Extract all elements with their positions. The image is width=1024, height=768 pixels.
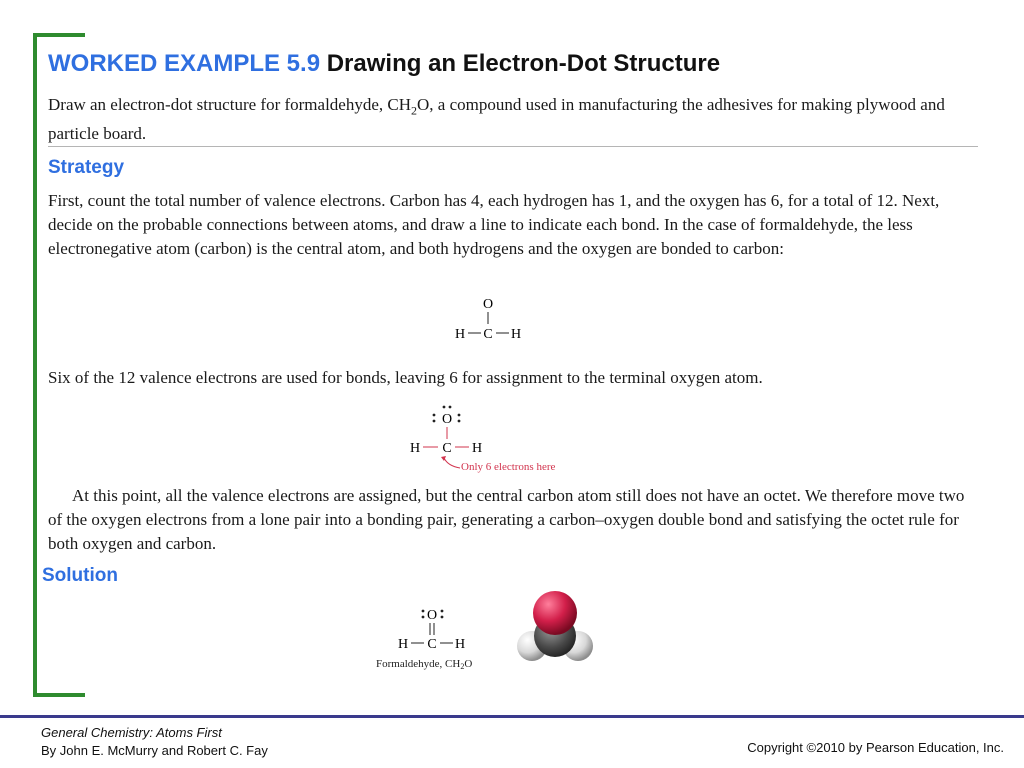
- example-label: WORKED EXAMPLE 5.9: [48, 50, 321, 77]
- atom-o: O: [482, 297, 494, 312]
- problem-subscript: 2: [411, 103, 418, 118]
- atom-h-right: H: [471, 441, 483, 456]
- atom-h-right: H: [510, 327, 522, 342]
- structure-caption: Formaldehyde, CH2O: [376, 658, 473, 671]
- lone-pair-dot: [441, 610, 444, 613]
- section-divider: [48, 146, 978, 147]
- book-title: General Chemistry: Atoms First: [41, 725, 222, 740]
- green-bracket-bottom: [33, 693, 85, 697]
- book-authors: By John E. McMurry and Robert C. Fay: [41, 743, 268, 758]
- problem-text-before: Draw an electron-dot structure for formaldehyde, CH: [48, 95, 412, 114]
- example-name: Drawing an Electron-Dot Structure: [326, 50, 721, 77]
- lone-pair-dot: [422, 616, 425, 619]
- atom-o: O: [426, 608, 438, 623]
- six-electrons-text: Six of the 12 valence electrons are used for bonds, leaving 6 for assignment to the terminal oxygen atom.: [48, 368, 763, 387]
- problem-statement: [48, 93, 968, 146]
- atom-c: C: [427, 637, 437, 652]
- octet-explanation-text: At this point, all the valence electrons are assigned, but the central carbon atom still does not have an octet. We therefore move two of the oxygen electrons from a lone pair into a bonding pair, generating a carbon–oxygen double bond and satisfying the octet rule for both oxygen and carbon.: [48, 486, 965, 553]
- atom-c: C: [483, 327, 493, 342]
- annotation-arrow: [444, 458, 460, 468]
- green-bracket-vertical: [33, 33, 37, 697]
- oxygen-atom: [533, 591, 577, 635]
- atom-h-left: H: [454, 327, 466, 342]
- footer-credits: [41, 724, 268, 760]
- lone-pair-dot: [441, 616, 444, 619]
- strategy-heading: Strategy: [48, 157, 125, 178]
- atom-c: C: [442, 441, 452, 456]
- space-filling-model: [512, 588, 598, 670]
- solution-heading: Solution: [42, 565, 118, 586]
- lone-pair-structure: [398, 400, 588, 476]
- solution-structure: [374, 600, 504, 672]
- footer-rule: [0, 715, 1024, 718]
- green-bracket-top: [33, 33, 85, 37]
- lone-pair-dot: [433, 420, 436, 423]
- atom-h-right: H: [454, 637, 466, 652]
- lone-pair-dot: [449, 406, 452, 409]
- copyright-notice: Copyright ©2010 by Pearson Education, Inc.: [747, 740, 1004, 755]
- lone-pair-dot: [433, 414, 436, 417]
- lone-pair-dot: [443, 406, 446, 409]
- lone-pair-dot: [422, 610, 425, 613]
- annotation-note: Only 6 electrons here: [461, 461, 556, 473]
- lone-pair-dot: [458, 414, 461, 417]
- atom-h-left: H: [397, 637, 409, 652]
- lone-pair-dot: [458, 420, 461, 423]
- strategy-text: First, count the total number of valence electrons. Carbon has 4, each hydrogen has 1, and the oxygen has 6, for a total of 12. Next, decide on the probable connections between atoms, and draw a line to indicate each bond. In the case of formaldehyde, the less electronegative atom (carbon) is the central atom, and both hydrogens and the oxygen are bonded to carbon:: [48, 191, 940, 258]
- problem-text-after: O, a compound used in manufacturing the adhesives for making plywood and particle board.: [48, 95, 945, 144]
- page-title: [48, 50, 720, 78]
- atom-o: O: [441, 412, 453, 427]
- atom-h-left: H: [409, 441, 421, 456]
- skeleton-structure: [448, 292, 528, 344]
